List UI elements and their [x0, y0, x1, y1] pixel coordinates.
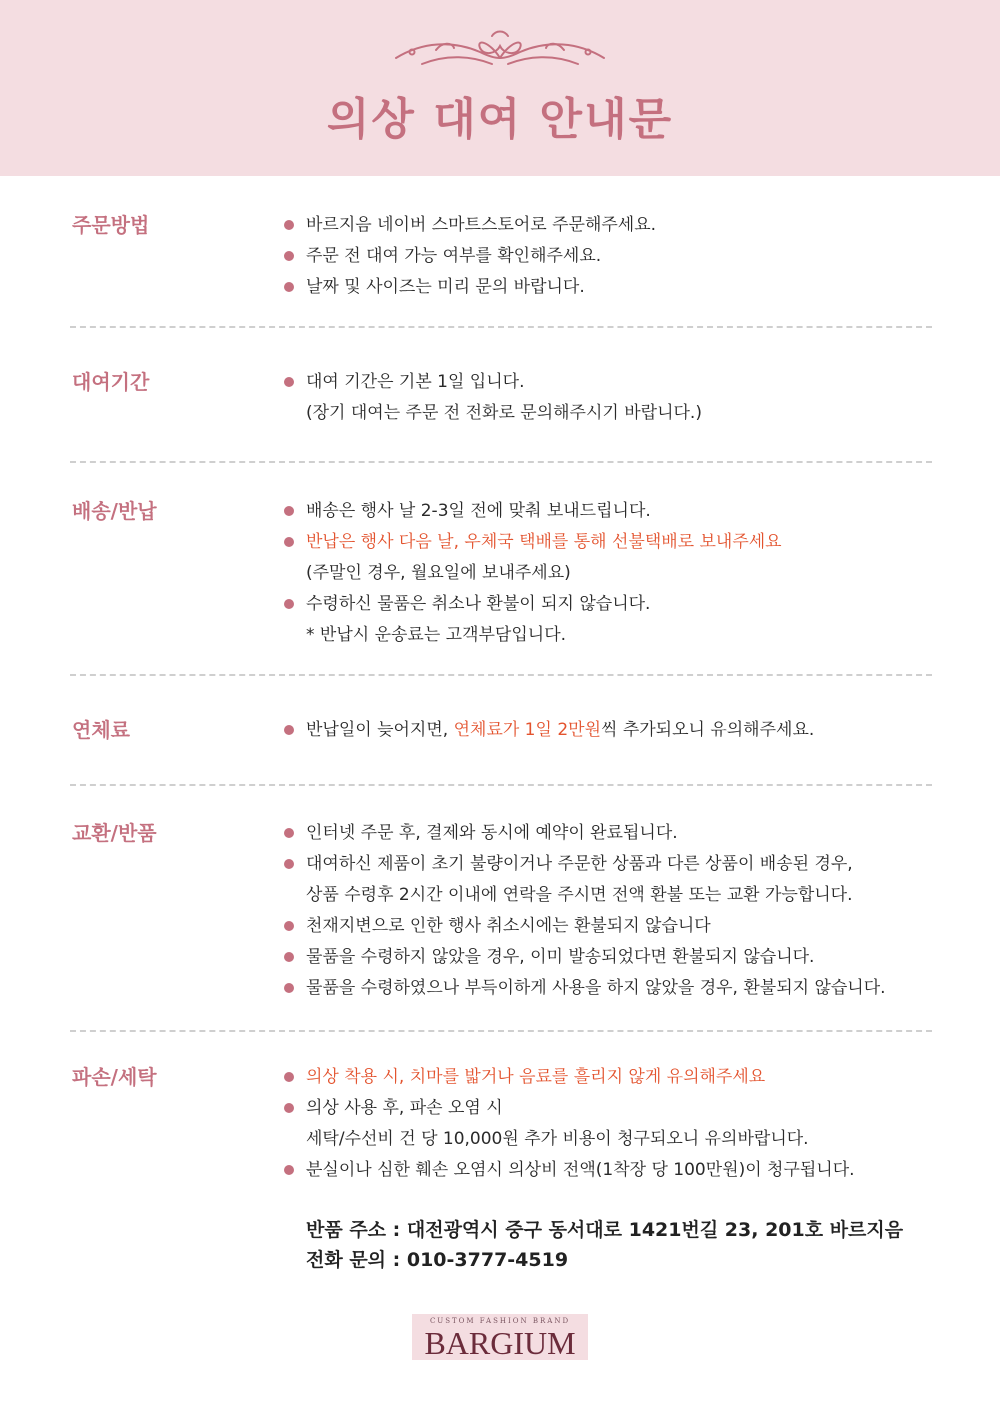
- divider: [70, 674, 932, 676]
- bullet-dot-icon: [284, 220, 294, 230]
- bullet-dot-icon: [284, 921, 294, 931]
- bullet-dot-icon: [284, 1072, 294, 1082]
- bullet-dot-icon: [284, 282, 294, 292]
- section-label: 연체료: [72, 718, 130, 742]
- bullet-dot-icon: [284, 859, 294, 869]
- page-title: 의상 대여 안내문: [326, 94, 674, 145]
- bullet-dot-icon: [284, 506, 294, 516]
- bullet-dot-icon: [284, 537, 294, 547]
- bullet-dot-icon: [284, 377, 294, 387]
- logo-name: BARGIUM: [424, 1325, 576, 1361]
- section-label: 교환/반품: [72, 821, 157, 845]
- bullet-dot-icon: [284, 828, 294, 838]
- phone-contact: 전화 문의 : 010-3777-4519: [306, 1249, 569, 1271]
- bullet-dot-icon: [284, 251, 294, 261]
- ornament-icon: [392, 28, 608, 74]
- header-banner: [0, 0, 1000, 176]
- bullet-dot-icon: [284, 1103, 294, 1113]
- return-address: 반품 주소 : 대전광역시 중구 동서대로 1421번길 23, 201호 바르지음: [306, 1219, 904, 1241]
- late-fee-highlight: 연체료가 1일 2만원: [453, 720, 601, 740]
- divider: [70, 1030, 932, 1032]
- section-label: 주문방법: [72, 213, 150, 237]
- divider: [70, 461, 932, 463]
- bullet-dot-icon: [284, 599, 294, 609]
- divider: [70, 784, 932, 786]
- logo-tagline: CUSTOM FASHION BRAND: [429, 1317, 571, 1325]
- section-label: 대여기간: [72, 370, 150, 394]
- bullet-dot-icon: [284, 983, 294, 993]
- bullet-dot-icon: [284, 952, 294, 962]
- brand-logo: [412, 1314, 588, 1360]
- bullet-dot-icon: [284, 1165, 294, 1175]
- bullet-dot-icon: [284, 725, 294, 735]
- divider: [70, 326, 932, 328]
- section-label: 배송/반납: [72, 499, 157, 523]
- section-label: 파손/세탁: [72, 1065, 157, 1089]
